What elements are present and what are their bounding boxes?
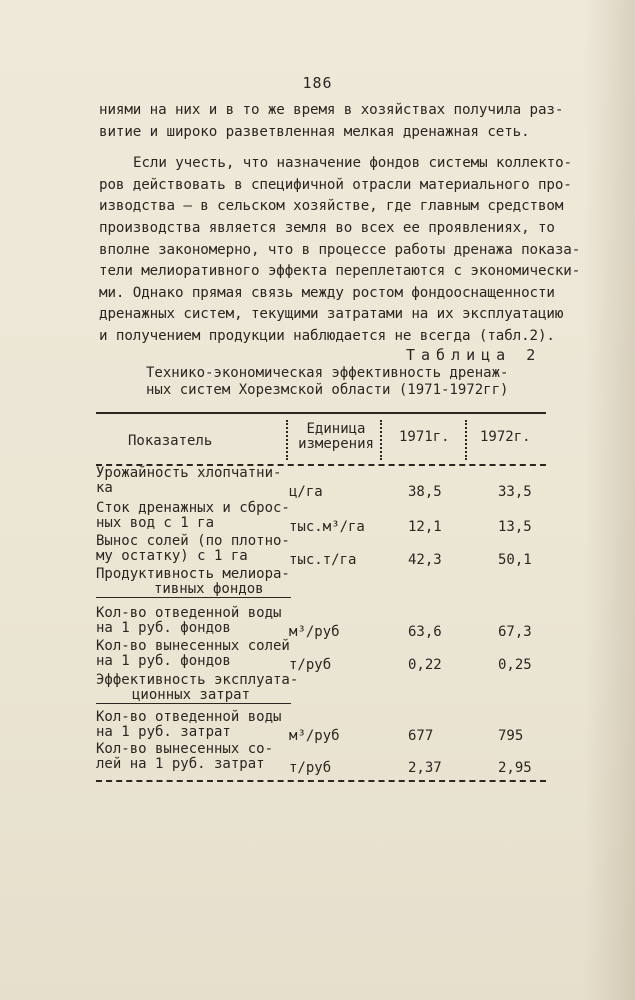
text-line: ров действовать в специфичной отрасли материального про- [99,176,572,193]
header-unit [296,422,376,452]
text-line: и получением продукции наблюдается не всегда (табл.2). [99,327,555,344]
table-section-row [96,673,546,709]
row-value-1972: 0,25 [498,657,532,673]
column-separator [465,420,467,460]
text-line: производства является земля во всех ее проявлениях, то [99,219,555,236]
paragraph-1 [99,100,564,143]
table-row [96,501,546,537]
table-caption [146,365,526,399]
text-line: Если учесть, что назначение фондов системы коллекто- [133,155,572,172]
row-value-1971: 63,6 [408,624,442,640]
row-indicator: Кол-во отведенной воды на 1 руб. фондов [96,605,282,636]
table-label: Таблица 2 [406,346,542,364]
row-indicator: Урожайность хлопчатни- ка [96,465,282,496]
header-year-1972: 1972г. [480,429,531,445]
row-value-1972: 2,95 [498,760,532,776]
table-row [96,606,546,642]
text-line: тели мелиоративного эффекта переплетаются с экономически- [99,263,581,280]
header-unit-line2: измерения [298,436,374,452]
row-value-1971: 12,1 [408,519,442,535]
row-value-1972: 67,3 [498,624,532,640]
row-unit: м³/руб [289,624,340,640]
row-indicator: Кол-во отведенной воды на 1 руб. затрат [96,709,282,740]
row-value-1971: 0,22 [408,657,442,673]
row-value-1972: 33,5 [498,484,532,500]
column-separator [380,420,382,460]
row-value-1972: 13,5 [498,519,532,535]
column-separator [286,420,288,460]
text-line: витие и широко разветвленная мелкая дренажная сеть. [99,123,530,140]
page-number: 186 [302,74,333,92]
row-unit: м³/руб [289,728,340,744]
text-line: дренажных систем, текущими затратами на их эксплуатацию [99,306,564,323]
row-indicator: Кол-во вынесенных солей на 1 руб. фондов [96,638,290,669]
table-section-row [96,567,546,603]
table-row [96,742,546,778]
section-title: Эффективность эксплуата- ционных затрат [96,672,299,703]
text-line: ниями на них и в то же время в хозяйствах получила раз- [99,102,564,118]
table-row [96,639,546,675]
header-year-1971: 1971г. [399,429,450,445]
row-indicator: Сток дренажных и сброс- ных вод с 1 га [96,500,290,531]
body-text [99,100,581,348]
text-line: изводства – в сельском хозяйстве, где главным средством [99,198,564,215]
row-value-1972: 50,1 [498,552,532,568]
table-bottom-rule [96,780,546,782]
caption-line: Технико-экономическая эффективность дренаж- [146,365,509,381]
text-line: вполне закономерно, что в процессе работы дренажа показа- [99,241,581,258]
row-unit: тыс.м³/га [289,519,365,535]
row-value-1971: 38,5 [408,484,442,500]
caption-line: ных систем Хорезмской области (1971-1972гг) [146,382,509,398]
row-unit: тыс.т/га [289,552,357,568]
row-unit: т/руб [289,657,332,673]
row-value-1971: 677 [408,728,434,744]
row-value-1972: 795 [498,728,524,744]
paragraph-2 [99,153,581,347]
row-indicator: Кол-во вынесенных со- лей на 1 руб. затрат [96,741,274,772]
table-row [96,534,546,570]
row-unit: т/руб [289,760,332,776]
text-line: ми. Однако прямая связь между ростом фондооснащенности [99,284,555,301]
table-top-rule [96,412,546,414]
header-unit-line1: Единица [306,421,366,437]
section-title: Продуктивность мелиора- тивных фондов [96,566,290,597]
row-unit: ц/га [289,484,323,500]
table-row [96,466,546,502]
row-value-1971: 42,3 [408,552,442,568]
row-value-1971: 2,37 [408,760,442,776]
header-indicator: Показатель [128,433,213,449]
row-indicator: Вынос солей (по плотно- му остатку) с 1 га [96,533,290,564]
